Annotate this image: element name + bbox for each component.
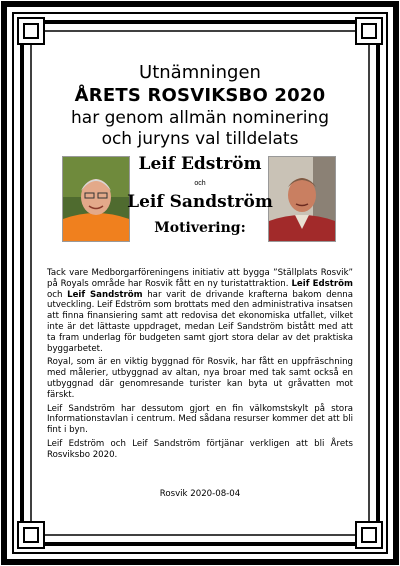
heading-award-title: ÅRETS ROSVIKSBO 2020 — [74, 85, 326, 106]
document-date: Rosvik 2020-08-04 — [159, 489, 241, 499]
conjunction-och: och — [194, 180, 206, 187]
recipients-block — [46, 154, 354, 242]
paragraph-2: Royal, som är en viktig byggnad för Rosvik, har fått en uppfräschning med målerier, utbyggnad av altan, nya broar med tak samt också en utbyggnad där genomresande turister kan byta ut gråvatten mot färskt. — [47, 357, 353, 400]
paragraph-1: Tack vare Medborgarföreningens initiativ att bygga ”Ställplats Rosvik” på Royals område har Rosvik fått en ny turistattraktion. Leif Edström och Leif Sandström har varit de drivande krafterna bakom denna utveckling. Leif Edström som brottats med den administrativa insatsen att finna finansiering samt att redovisa det ekonomiska utfallet, vilket inte är det lättaste uppdraget, medan Leif Sandström bistått med att ta fram underlag för budgeten samt gjort stora delar av det praktiska byggarbetet. — [47, 268, 353, 354]
heading-line-jury: och juryns val tilldelats — [101, 129, 299, 149]
motivation-text — [47, 268, 353, 464]
recipient-name-2: Leif Sandström — [127, 192, 273, 212]
paragraph-4: Leif Edström och Leif Sandström förtjänar verkligen att bli Årets Rosviksbo 2020. — [47, 438, 353, 460]
heading-line-nomination: har genom allmän nominering — [71, 108, 329, 128]
paragraph-3: Leif Sandström har dessutom gjort en fin välkomstskylt på stora Informationstavlan i centrum. Med sådana resurser kommer det att bli fint i byn. — [47, 403, 353, 436]
corner-ornament-bottom-right — [356, 522, 382, 548]
corner-ornament-top-right — [356, 18, 382, 44]
motivering-heading: Motivering: — [154, 220, 246, 236]
recipient-name-1: Leif Edström — [138, 154, 262, 174]
heading-utnamningen: Utnämningen — [139, 62, 261, 83]
corner-ornament-bottom-left — [18, 522, 44, 548]
corner-ornament-top-left — [18, 18, 44, 44]
certificate-content — [46, 58, 354, 242]
